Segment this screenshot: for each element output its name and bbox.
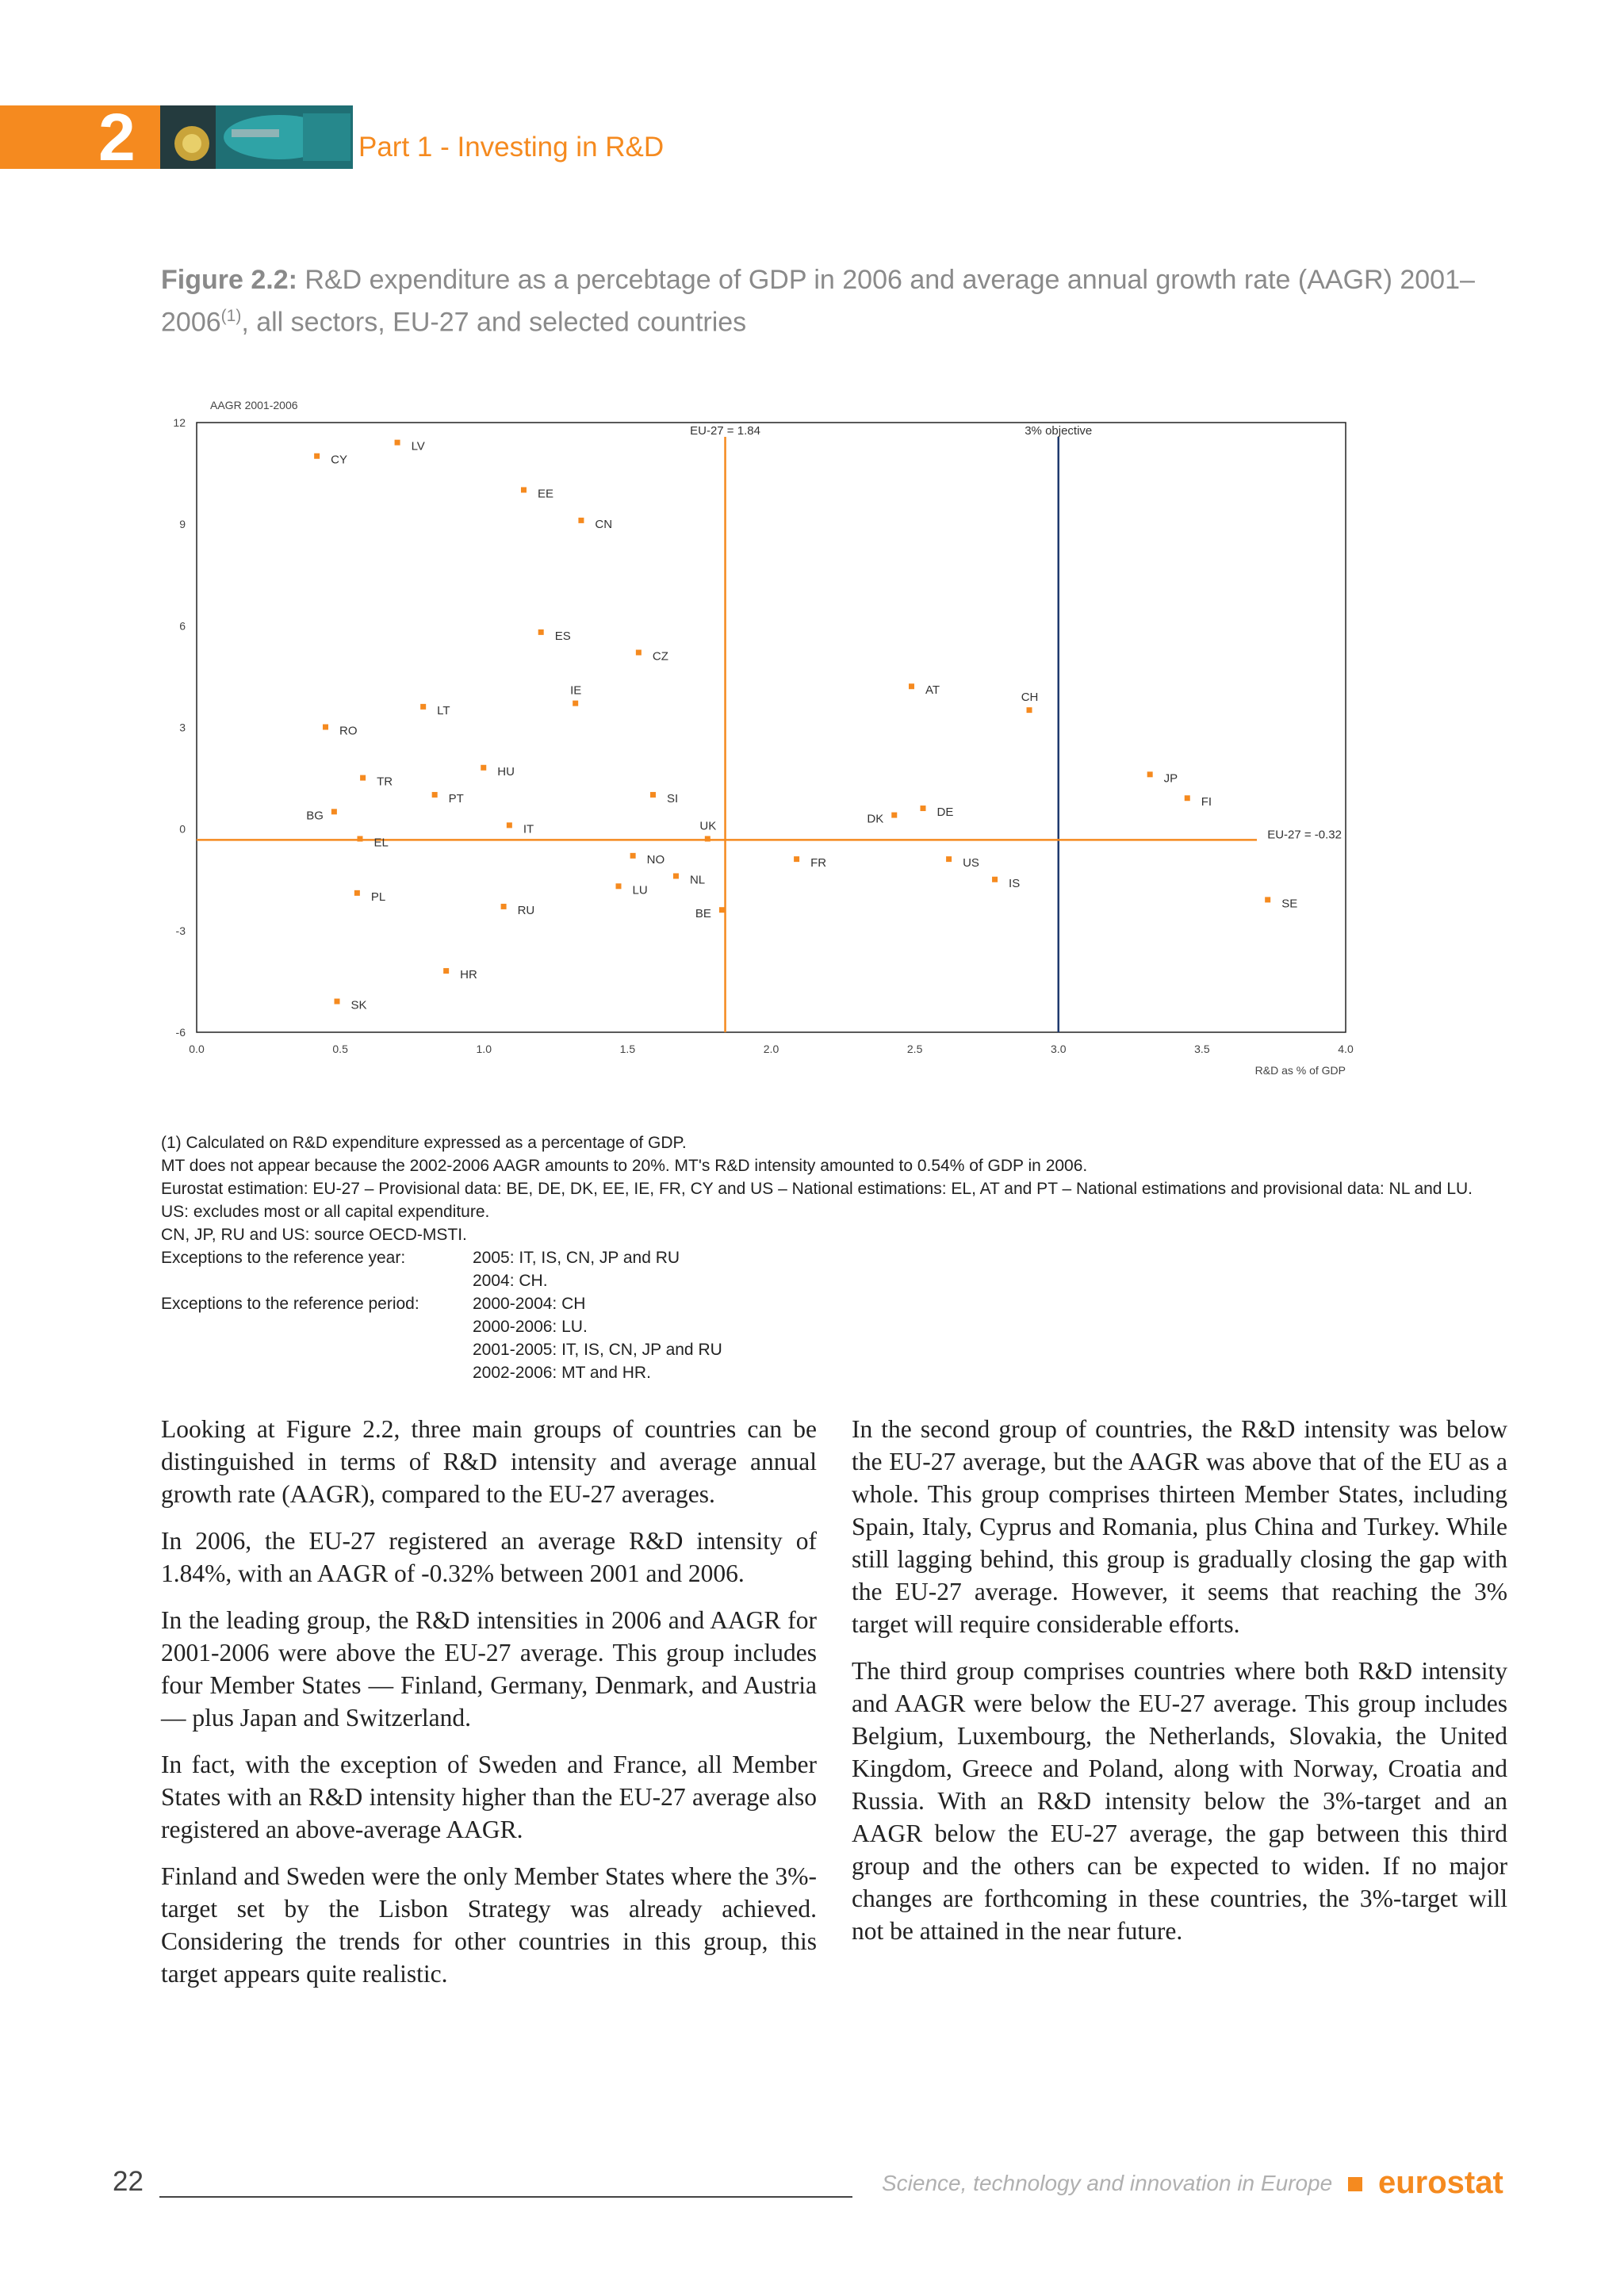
data-point <box>1147 771 1153 777</box>
data-point <box>636 650 642 656</box>
x-tick-label: 3.0 <box>1051 1043 1067 1055</box>
publication-title: Science, technology and innovation in Europe <box>882 2171 1333 2195</box>
body-column-right <box>852 1413 1507 1961</box>
data-point <box>920 806 925 811</box>
data-point <box>360 775 366 781</box>
part-title: Part 1 - Investing in R&D <box>358 132 665 163</box>
point-label: BE <box>695 907 711 921</box>
reference-lines <box>197 424 1342 1032</box>
y-tick-label: 3 <box>179 721 186 734</box>
plot-frame <box>197 423 1346 1032</box>
note-value: 2004: CH. <box>473 1272 548 1290</box>
x-tick-label: 0.0 <box>189 1043 205 1055</box>
note-value: 2005: IT, IS, CN, JP and RU <box>473 1249 680 1267</box>
data-point <box>573 701 578 706</box>
ref-year-values <box>473 1246 680 1292</box>
point-label: ES <box>554 629 571 643</box>
point-label: EE <box>537 487 553 501</box>
data-point <box>946 856 952 862</box>
y-tick-label: 9 <box>179 518 186 531</box>
data-point <box>992 877 998 882</box>
body-paragraph: Looking at Figure 2.2, three main groups of countries can be distinguished in terms of R&D intensity and average annual growth rate (AAGR), compared to the EU-27 averages. <box>161 1415 817 1508</box>
data-point <box>891 813 897 818</box>
data-point <box>443 968 449 974</box>
point-label: TR <box>377 775 393 789</box>
data-point <box>335 999 340 1004</box>
x-tick-labels <box>189 1043 1354 1055</box>
y-tick-label: 12 <box>173 416 186 429</box>
data-point <box>1265 897 1270 902</box>
point-label: CZ <box>652 649 668 664</box>
figure-title-text: R&D expenditure as a percebtage of GDP in 2006 and average annual growth rate (AAGR) 2001–2006 <box>161 265 1475 338</box>
note-line: Eurostat estimation: EU-27 – Provisional data: BE, DE, DK, EE, IE, FR, CY and US – National estimations: EL, AT and PT – National estimations and provisional data: NL and LU. <box>161 1180 1473 1198</box>
data-point <box>1185 795 1190 801</box>
point-label: LT <box>437 703 450 718</box>
data-point <box>719 907 725 913</box>
eurostat-logo: eurostat <box>1378 2165 1503 2200</box>
point-label: CY <box>331 453 347 467</box>
note-value: 2002-2006: MT and HR. <box>473 1364 651 1382</box>
point-label: RU <box>517 903 535 917</box>
data-point <box>432 792 438 798</box>
point-label: DE <box>936 806 954 820</box>
note-line: MT does not appear because the 2002-2006 AAGR amounts to 20%. MT's R&D intensity amounted to 0.54% of GDP in 2006. <box>161 1157 1088 1175</box>
x-tick-label: 1.0 <box>476 1043 492 1055</box>
x-tick-label: 3.5 <box>1194 1043 1210 1055</box>
x-tick-label: 1.5 <box>619 1043 636 1055</box>
point-label: SK <box>350 998 367 1012</box>
body-column-left <box>161 1413 817 2004</box>
x-tick-label: 2.0 <box>763 1043 779 1055</box>
data-point <box>1027 707 1032 713</box>
data-point <box>673 873 679 878</box>
note-line: US: excludes most or all capital expenditure. <box>161 1203 490 1221</box>
y-tick-labels <box>173 416 186 1039</box>
ref-period-row <box>161 1292 1525 1384</box>
point-label: CH <box>1021 691 1039 705</box>
data-point <box>395 440 400 446</box>
data-point <box>616 883 622 889</box>
body-paragraph: The third group comprises countries where both R&D intensity and AAGR were below the EU-27 average. This group includes Belgium, Luxembourg, the Netherlands, Slovakia, the United Kingdom, Greece and Poland, along with Norway, Croatia and Russia. With an R&D intensity below the 3%-target and an AAGR below the EU-27 average, the gap between this third group and the others can be expected to widen. If no major changes are forthcoming in these countries, the 3%-target will not be attained in the near future. <box>852 1657 1507 1945</box>
note-value: 2001-2005: IT, IS, CN, JP and RU <box>473 1341 722 1359</box>
note-line: CN, JP, RU and US: source OECD-MSTI. <box>161 1226 467 1244</box>
data-point <box>420 704 426 710</box>
data-point <box>705 836 710 841</box>
ref-year-label: Exceptions to the reference year: <box>161 1249 406 1267</box>
scatter-chart <box>143 396 1380 1094</box>
header-photo <box>160 105 353 169</box>
body-paragraph: In fact, with the exception of Sweden and France, all Member States with an R&D intensity higher than the EU-27 average also registered an above-average AAGR. <box>161 1751 817 1843</box>
page-number: 22 <box>113 2166 144 2197</box>
data-point <box>650 792 656 798</box>
y-tick-label: 6 <box>179 619 186 633</box>
data-point <box>354 890 360 896</box>
point-label: US <box>963 856 979 871</box>
point-label: PL <box>370 890 386 904</box>
point-label: AT <box>925 683 940 698</box>
data-point <box>481 765 486 771</box>
point-label: RO <box>339 724 358 738</box>
data-point <box>538 629 544 635</box>
figure-notes <box>161 1131 1525 1384</box>
ref-year-row <box>161 1246 1525 1292</box>
reference-line-label: EU-27 = -0.32 <box>1267 828 1342 842</box>
y-tick-label: -3 <box>175 924 186 937</box>
y-tick-label: -6 <box>175 1026 186 1039</box>
data-point <box>314 453 320 459</box>
point-label: DK <box>867 812 884 826</box>
figure-title-tail: , all sectors, EU-27 and selected countries <box>241 307 747 338</box>
chapter-number: 2 <box>98 100 136 174</box>
point-label: PT <box>448 791 464 806</box>
point-label: IE <box>570 683 582 698</box>
point-label: BG <box>306 809 324 823</box>
data-point <box>909 683 914 689</box>
point-label: FI <box>1201 795 1212 809</box>
reference-line-label: 3% objective <box>1025 424 1093 438</box>
x-tick-label: 0.5 <box>332 1043 348 1055</box>
data-point <box>521 487 527 492</box>
point-label: SI <box>666 791 679 806</box>
figure-label: Figure 2.2: <box>161 265 297 295</box>
footer-rule <box>159 2196 852 2198</box>
point-label: CN <box>595 517 613 531</box>
x-tick-label: 4.0 <box>1338 1043 1354 1055</box>
data-point <box>323 725 328 730</box>
point-label: EL <box>373 836 389 850</box>
y-axis-title: AAGR 2001-2006 <box>210 399 298 411</box>
ref-period-values <box>473 1292 722 1384</box>
ref-period-label: Exceptions to the reference period: <box>161 1295 419 1313</box>
body-paragraph: Finland and Sweden were the only Member States where the 3%-target set by the Lisbon Strategy was already achieved. Considering the trends for other countries in this group, this target appears quite realistic. <box>161 1862 817 1988</box>
note-line: (1) Calculated on R&D expenditure expressed as a percentage of GDP. <box>161 1134 687 1152</box>
brand-square-icon <box>1348 2177 1362 2191</box>
point-label: HU <box>497 764 515 779</box>
point-label: IT <box>523 822 534 836</box>
data-point <box>507 822 512 828</box>
data-point <box>630 853 636 859</box>
point-label: NO <box>646 852 665 867</box>
reference-line-label: EU-27 = 1.84 <box>690 424 760 438</box>
data-point <box>501 904 507 909</box>
body-paragraph: In the leading group, the R&D intensities in 2006 and AAGR for 2001-2006 were above the EU-27 average. This group includes four Member States — Finland, Germany, Denmark, and Austria — plus Japan and Switzerland. <box>161 1606 817 1732</box>
y-tick-label: 0 <box>179 822 186 836</box>
point-label: NL <box>689 873 706 887</box>
point-label: LU <box>632 883 648 897</box>
point-label: LV <box>411 439 425 453</box>
point-label: HR <box>460 968 477 982</box>
body-paragraph: In the second group of countries, the R&D intensity was below the EU-27 average, but the AAGR was above that of the EU as a whole. This group comprises thirteen Member States, including Spain, Italy, Cyprus and Romania, plus China and Turkey. While still lagging behind, this group is gradually closing the gap with the EU-27 average. However, it seems that reaching the 3% target will require considerable efforts. <box>852 1415 1507 1638</box>
data-point <box>578 518 584 523</box>
data-point <box>794 856 799 862</box>
figure-title <box>161 262 1509 340</box>
point-label: FR <box>810 856 827 871</box>
data-point <box>331 809 337 814</box>
note-value: 2000-2004: CH <box>473 1295 586 1313</box>
data-points <box>306 440 1297 1012</box>
point-label: UK <box>699 819 717 833</box>
point-label: IS <box>1009 876 1021 890</box>
x-tick-label: 2.5 <box>906 1043 923 1055</box>
x-axis-title: R&D as % of GDP <box>1254 1064 1346 1077</box>
figure-title-footnote: (1) <box>220 307 242 325</box>
point-label: JP <box>1163 771 1178 786</box>
point-label: SE <box>1281 897 1298 911</box>
data-point <box>357 836 362 841</box>
note-value: 2000-2006: LU. <box>473 1318 588 1336</box>
body-paragraph: In 2006, the EU-27 registered an average R&D intensity of 1.84%, with an AAGR of -0.32% between 2001 and 2006. <box>161 1527 817 1587</box>
